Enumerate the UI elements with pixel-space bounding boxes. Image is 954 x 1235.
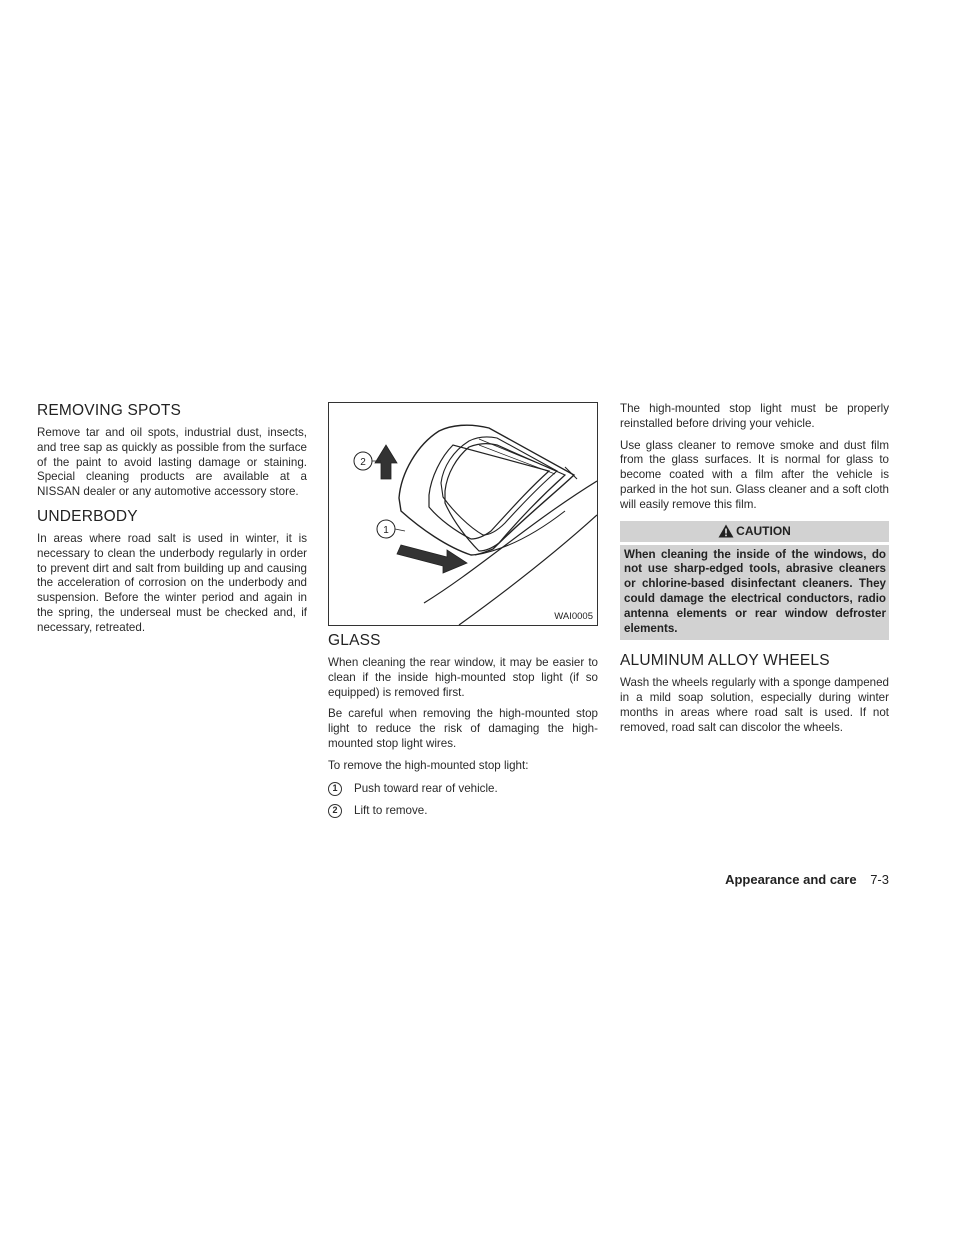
column-left	[37, 402, 307, 643]
footer-section: Appearance and care	[725, 872, 857, 887]
step-text: Push toward rear of vehicle.	[354, 782, 498, 796]
text-aluminum-wheels: Wash the wheels regularly with a sponge dampened in a mild soap solution, especially during winter months in areas where road salt is used. If not removed, road salt can discolor the wheels.	[620, 676, 889, 734]
caution-header	[620, 521, 889, 542]
step-item	[328, 782, 598, 796]
step-number: 1	[328, 782, 342, 796]
page-footer	[725, 872, 889, 887]
text-removing-spots: Remove tar and oil spots, industrial dust, insects, and tree sap as quickly as possible from the surface of the paint to avoid lasting damage or staining. Special cleaning products are available at a NISSAN dealer or any automotive accessory store.	[37, 426, 307, 499]
caution-title: CAUTION	[736, 524, 791, 539]
text-glass-1: When cleaning the rear window, it may be easier to clean if the inside high-mounted stop light (if so equipped) is removed first.	[328, 656, 598, 699]
stop-light-illustration	[329, 403, 597, 625]
text-underbody: In areas where road salt is used in winter, it is necessary to clean the underbody regularly in order to prevent dirt and salt from building up and causing the acceleration of corrosion on the underbody and suspension. Before the winter period and again in the spring, the underseal must be checked and, if necessary, retreated.	[37, 531, 307, 634]
column-right	[620, 402, 889, 743]
callout-1: 1	[383, 525, 389, 536]
step-number: 2	[328, 804, 342, 818]
figure-code: WAI0005	[554, 611, 593, 622]
stop-light-figure	[328, 402, 598, 626]
warning-triangle-icon	[718, 524, 734, 538]
step-item	[328, 804, 598, 818]
callout-2: 2	[360, 457, 366, 468]
text-reinstall: The high-mounted stop light must be properly reinstalled before driving your vehicle.	[620, 402, 889, 430]
text-glass-cleaner: Use glass cleaner to remove smoke and dust film from the glass surfaces. It is normal for glass to become coated with a film after the vehicle is parked in the hot sun. Glass cleaner and a soft cloth will easily remove this film.	[620, 438, 889, 511]
heading-removing-spots: REMOVING SPOTS	[37, 402, 182, 419]
heading-aluminum-wheels: ALUMINUM ALLOY WHEELS	[620, 652, 830, 670]
heading-underbody: UNDERBODY	[37, 507, 138, 525]
text-glass-2: Be careful when removing the high-mounted stop light to reduce the risk of damaging the high-mounted stop light wires.	[328, 707, 598, 750]
text-glass-3: To remove the high-mounted stop light:	[328, 758, 529, 772]
step-text: Lift to remove.	[354, 804, 428, 818]
heading-glass: GLASS	[328, 632, 381, 649]
column-middle	[328, 402, 598, 826]
page-number: 7-3	[870, 872, 889, 887]
caution-text: When cleaning the inside of the windows, do not use sharp-edged tools, abrasive cleaners or chlorine-based disinfectant cleaners. They could damage the electrical conductors, radio antenna elements or rear window defroster elements.	[620, 545, 889, 641]
